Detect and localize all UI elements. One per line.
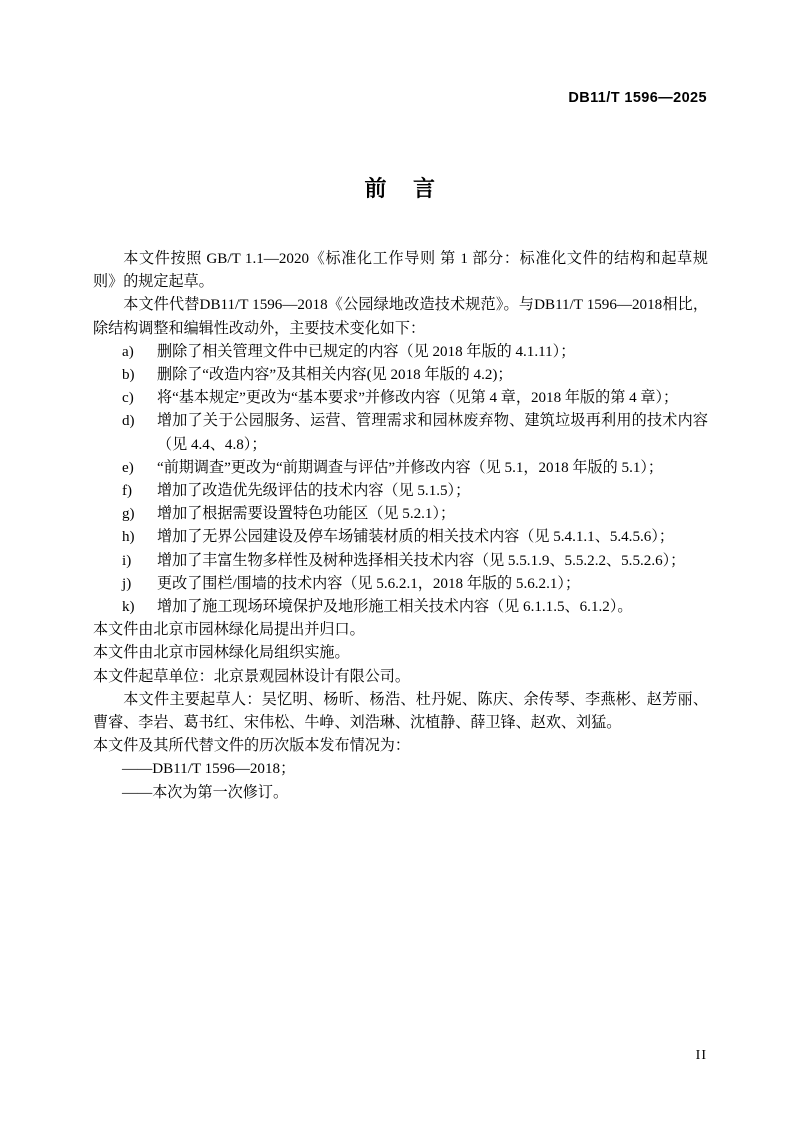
implementing-body-statement: 本文件由北京市园林绿化局组织实施。 — [93, 645, 350, 662]
list-item — [93, 457, 708, 480]
list-item-marker: k) — [122, 599, 135, 616]
list-item-text: 增加了关于公园服务、运营、管理需求和园林废弃物、建筑垃圾再利用的技术内容（见 4.4、4.8）； — [157, 413, 708, 453]
list-item-marker: b) — [122, 367, 135, 384]
list-item-marker: h) — [122, 529, 135, 546]
technical-changes-list — [93, 341, 708, 619]
version-history-item: ——DB11/T 1596—2018； — [122, 761, 296, 778]
list-item-marker: a) — [122, 343, 134, 360]
foreword-body — [93, 248, 708, 805]
list-item-text: 删除了相关管理文件中已规定的内容（见 2018 年版的 4.1.11）； — [157, 343, 576, 360]
list-item — [93, 364, 708, 387]
list-item-marker: d) — [122, 413, 135, 430]
list-item — [93, 503, 708, 526]
list-item-marker: j) — [122, 575, 132, 592]
page-number: II — [695, 1048, 707, 1063]
list-item-marker: f) — [122, 483, 133, 500]
list-item — [93, 341, 708, 364]
list-item-marker: i) — [122, 552, 132, 569]
page-title-char-1: 前 — [364, 176, 387, 202]
list-item — [93, 480, 708, 503]
list-item — [93, 387, 708, 410]
list-item-text: 增加了施工现场环境保护及地形施工相关技术内容（见 6.1.1.5、6.1.2）。 — [157, 599, 633, 616]
list-item — [93, 596, 708, 619]
list-item — [93, 573, 708, 596]
foreword-paragraph-1: 本文件按照 GB/T 1.1—2020《标准化工作导则 第 1 部分：标准化文件的结构和起草规则》的规定起草。 — [93, 251, 708, 291]
drafting-organization-statement: 本文件起草单位：北京景观园林设计有限公司。 — [93, 668, 410, 685]
drafters-statement: 本文件主要起草人：吴忆明、杨昕、杨浩、杜丹妮、陈庆、余传琴、李燕彬、赵芳丽、曹睿、李岩、葛书红、宋伟松、牛峥、刘浩琳、沈植静、薛卫锋、赵欢、刘猛。 — [93, 691, 708, 732]
page-title-char-2: 言 — [413, 176, 436, 202]
list-item-text: 更改了围栏/围墙的技术内容（见 5.6.2.1，2018 年版的 5.6.2.1）； — [157, 575, 581, 592]
proposing-body-statement: 本文件由北京市园林绿化局提出并归口。 — [93, 622, 365, 639]
version-history-intro: 本文件及其所代替文件的历次版本发布情况为： — [93, 738, 410, 755]
list-item-text: 增加了无界公园建设及停车场铺装材质的相关技术内容（见 5.4.1.1、5.4.5.6）； — [157, 529, 674, 546]
list-item-text: 增加了丰富生物多样性及树种选择相关技术内容（见 5.5.1.9、5.5.2.2、5.5.2.6）； — [157, 552, 686, 569]
list-item-text: 增加了根据需要设置特色功能区（见 5.2.1）； — [157, 506, 456, 523]
list-item-marker: c) — [122, 390, 134, 407]
list-item-text: 将“基本规定”更改为“基本要求”并修改内容（见第 4 章，2018 年版的第 4 章）； — [157, 390, 679, 407]
list-item-text: “前期调查”更改为“前期调查与评估”并修改内容（见 5.1，2018 年版的 5.1）； — [157, 459, 664, 476]
list-item — [93, 410, 708, 456]
list-item-marker: e) — [122, 459, 134, 476]
list-item-text: 删除了“改造内容”及其相关内容(见 2018 年版的 4.2)； — [157, 367, 513, 384]
version-history-item: ——本次为第一次修订。 — [122, 784, 289, 801]
list-item-marker: g) — [122, 506, 135, 523]
running-header-standard-number: DB11/T 1596—2025 — [568, 90, 707, 106]
list-item-text: 增加了改造优先级评估的技术内容（见 5.1.5）； — [157, 483, 471, 500]
foreword-paragraph-2: 本文件代替DB11/T 1596—2018《公园绿地改造技术规范》。与DB11/T 1596—2018相比，除结构调整和编辑性改动外，主要技术变化如下： — [93, 297, 708, 337]
page-title — [0, 172, 800, 203]
list-item — [93, 526, 708, 549]
list-item — [93, 550, 708, 573]
